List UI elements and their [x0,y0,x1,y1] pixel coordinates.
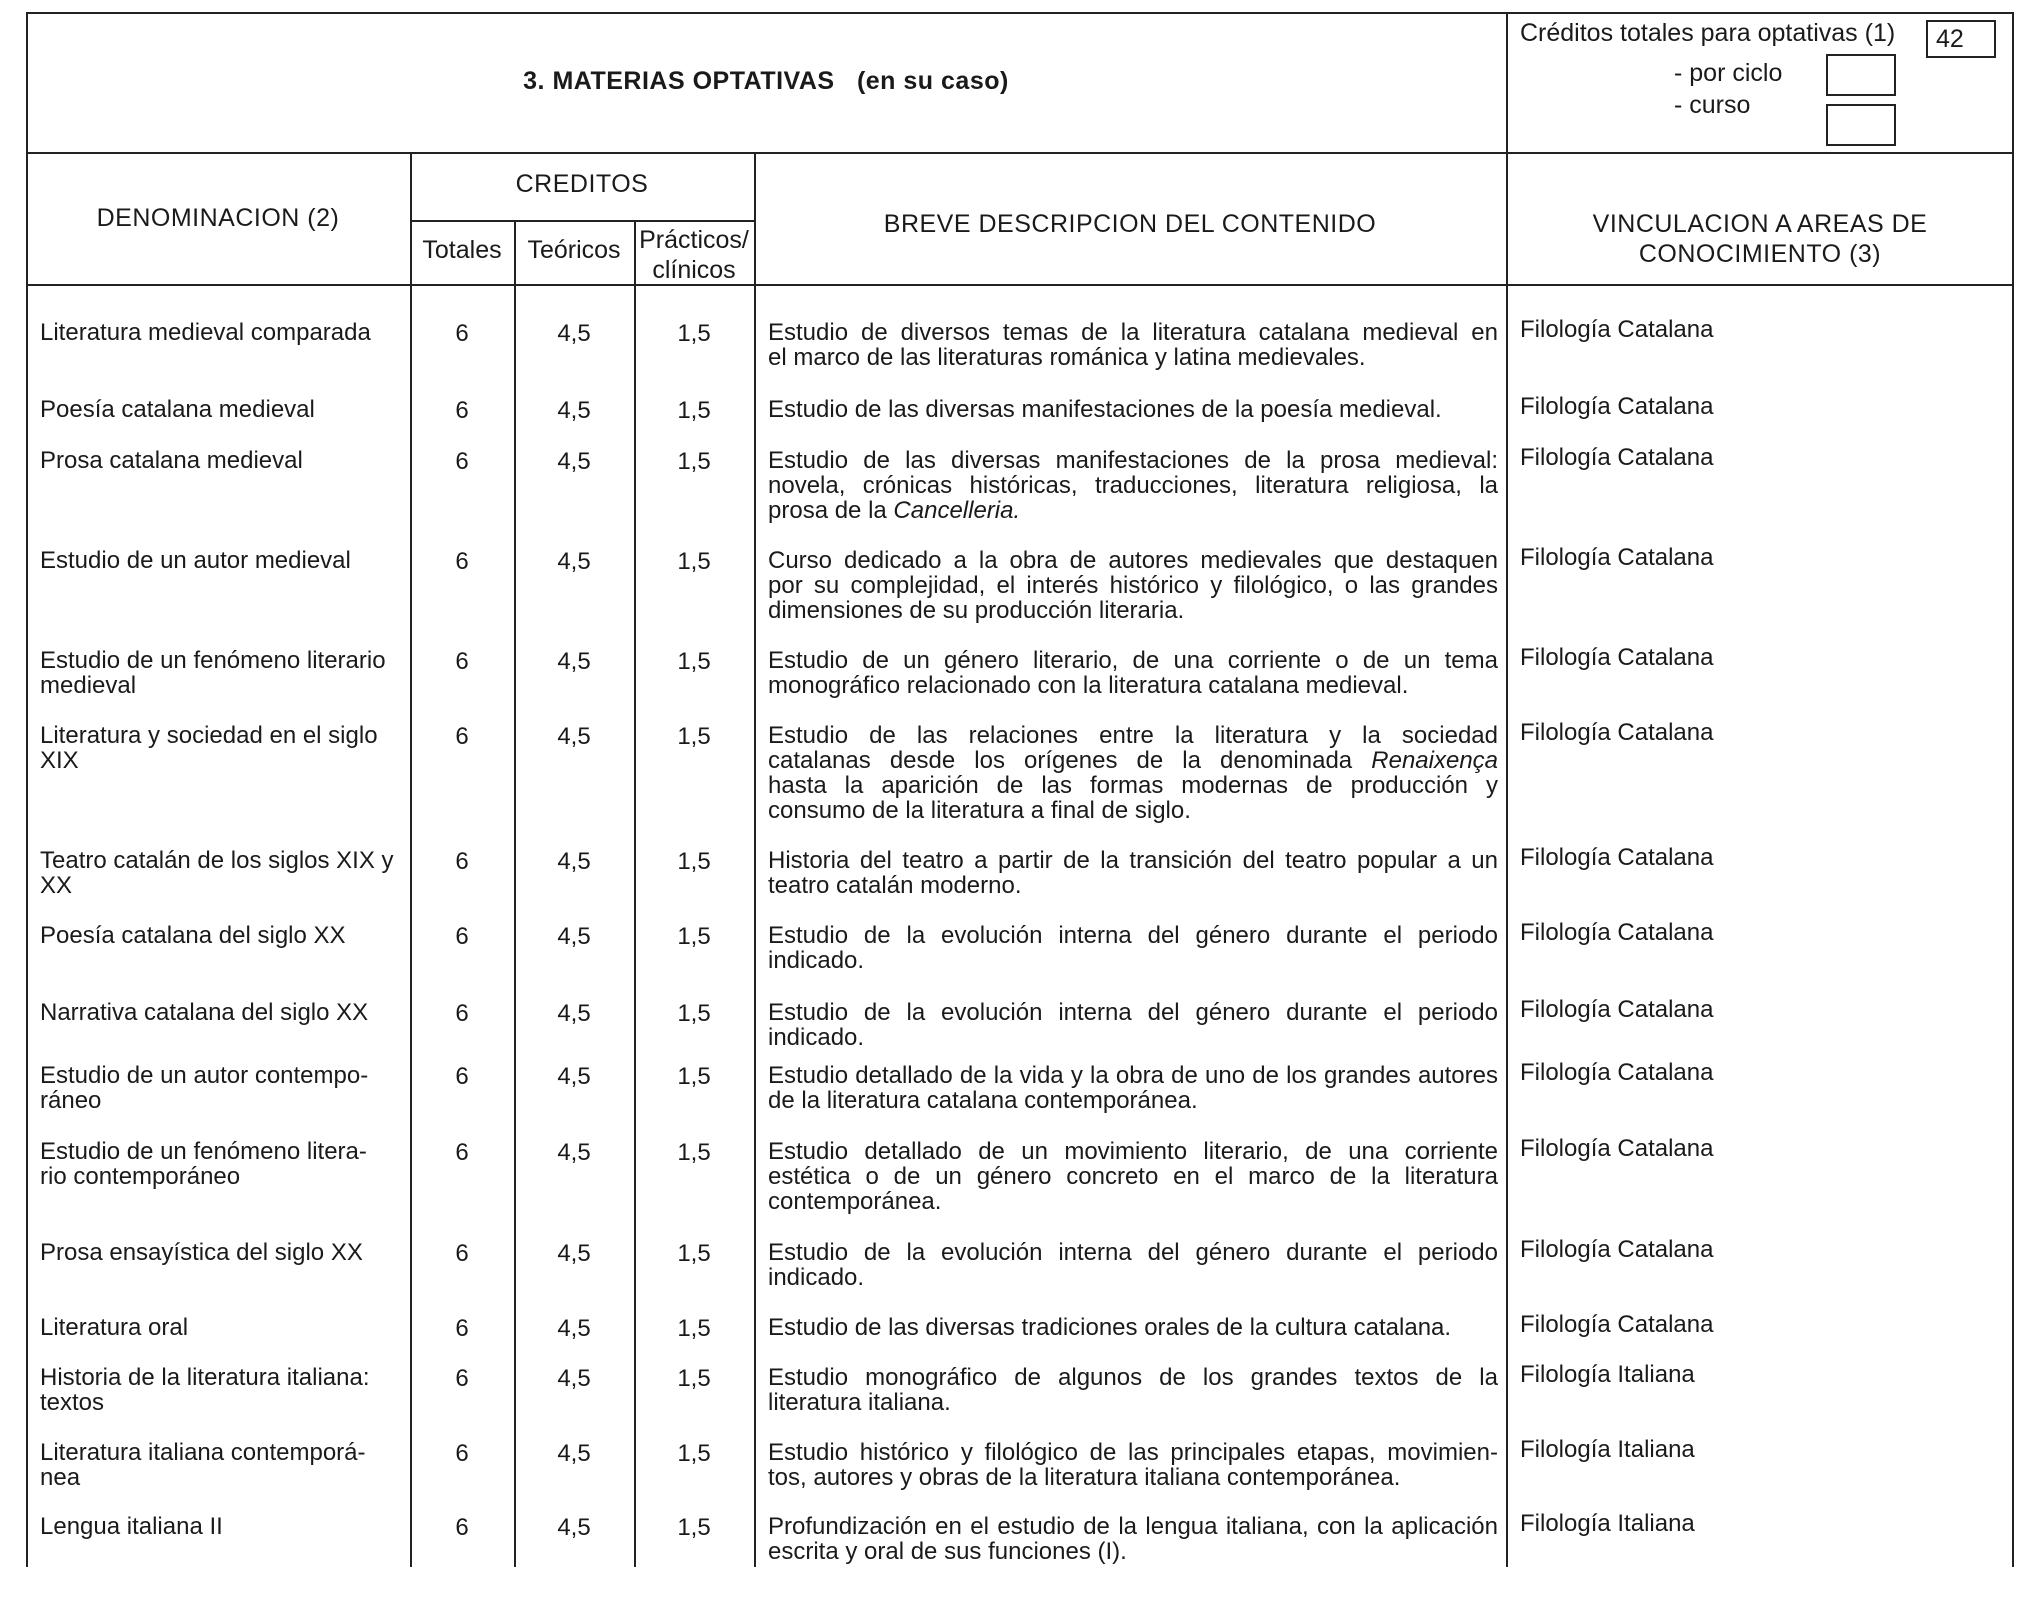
row-description-italic: Renaixença [1371,747,1499,774]
row-description-line [768,948,1498,973]
row-teoricos: 4,5 [557,397,591,424]
row-description [768,1000,1498,1050]
row-description-line [768,1514,1498,1539]
title-bottom-border [26,152,2014,154]
por-ciclo-label: - por ciclo [1674,59,1783,87]
section-title-suffix: (en su caso) [856,67,1009,95]
row-practicos: 1,5 [677,1440,711,1467]
row-description-line [768,648,1498,673]
row-practicos: 1,5 [677,1315,711,1342]
row-name [40,1240,406,1265]
row-totales: 6 [455,1139,469,1166]
row-description [768,548,1498,623]
row-name-line: textos [40,1389,105,1416]
row-name-line: medieval [40,672,137,699]
col-practicos-border [754,152,756,1567]
row-description-text: Estudio detallado de la vida y la obra de uno de los grandes autores [768,1062,1498,1089]
row-area: Filología Italiana [1520,1436,1695,1463]
row-description-line [768,1265,1498,1290]
row-name-line: Estudio de un autor medieval [40,547,351,574]
row-name [40,923,406,948]
row-name-line: Literatura medieval comparada [40,319,371,346]
row-description-text: novela, crónicas históricas, traducciones, literatura religiosa, la [768,472,1498,499]
row-practicos: 1,5 [677,320,711,347]
row-description [768,1514,1498,1564]
row-name-line: Literatura italiana contemporá- [40,1439,366,1466]
row-description-text: monográfico relacionado con la literatura catalana medieval. [768,672,1409,699]
row-description [768,397,1498,422]
row-description-line [768,723,1498,748]
row-name [40,320,406,345]
row-description-text: prosa de la [768,497,887,524]
row-description-text: escrita y oral de sus funciones (I). [768,1538,1127,1565]
row-description-line [768,673,1498,698]
row-name-line: Narrativa catalana del siglo XX [40,999,369,1026]
row-totales: 6 [455,1365,469,1392]
section-title-main: 3. MATERIAS OPTATIVAS [523,67,835,95]
row-description [768,1365,1498,1415]
row-description-text: Estudio detallado de un movimiento literario, de una corriente [768,1138,1498,1165]
row-practicos: 1,5 [677,397,711,424]
header-practicos-line1: Prácticos/ [639,226,749,254]
row-description-text: Profundización en el estudio de la lengua italiana, con la aplicación [768,1513,1498,1540]
row-description-text: Estudio de un género literario, de una corriente o de un tema [768,647,1498,674]
curso-box [1826,104,1896,146]
row-description-text: Estudio de la evolución interna del género durante el periodo [768,922,1498,949]
header-totales: Totales [422,236,502,264]
row-area: Filología Catalana [1520,1311,1714,1338]
row-name [40,548,406,573]
header-vinculacion-line1: VINCULACION A AREAS DE [1592,210,1928,238]
row-description-line [768,1539,1498,1564]
row-area: Filología Catalana [1520,844,1714,871]
row-description-line [768,397,1498,422]
row-description-text: Estudio monográfico de algunos de los grandes textos de la [768,1364,1498,1391]
row-area: Filología Catalana [1520,1236,1714,1263]
row-description-line [768,1025,1498,1050]
row-description-text: indicado. [768,947,865,974]
row-practicos: 1,5 [677,648,711,675]
row-area: Filología Catalana [1520,919,1714,946]
row-description-text: estética o de un género concreto en el marco de la literatura [768,1163,1498,1190]
row-description-text: Estudio de las diversas tradiciones orales de la cultura catalana. [768,1314,1452,1341]
row-teoricos: 4,5 [557,1063,591,1090]
row-description-text: dimensiones de su producción literaria. [768,597,1185,624]
row-description-text: Estudio de las diversas manifestaciones de la prosa medieval: [768,447,1498,474]
row-description-line [768,1139,1498,1164]
row-practicos: 1,5 [677,1063,711,1090]
row-teoricos: 4,5 [557,448,591,475]
row-description-line [768,1240,1498,1265]
row-description-line [768,1315,1498,1340]
row-totales: 6 [455,397,469,424]
row-name [40,723,406,773]
row-area: Filología Catalana [1520,393,1714,420]
row-totales: 6 [455,1063,469,1090]
row-name-line: Literatura y sociedad en el siglo [40,722,378,749]
row-description-text: tos, autores y obras de la literatura italiana contemporánea. [768,1464,1401,1491]
header-vinculacion-line2: CONOCIMIENTO (3) [1638,240,1882,268]
row-description-line [768,598,1498,623]
row-description-line [768,573,1498,598]
row-area: Filología Catalana [1520,644,1714,671]
row-description-text: catalanas desde los orígenes de la denominada [768,747,1353,774]
row-area: Filología Catalana [1520,444,1714,471]
row-description-line [768,798,1498,823]
row-name [40,848,406,898]
row-teoricos: 4,5 [557,648,591,675]
row-area: Filología Catalana [1520,996,1714,1023]
row-description-line [768,923,1498,948]
row-description-italic: Cancelleria. [893,497,1021,524]
row-name [40,1365,406,1415]
creditos-divider [410,220,754,222]
row-description-text: de la literatura catalana contemporánea. [768,1087,1198,1114]
row-teoricos: 4,5 [557,723,591,750]
row-teoricos: 4,5 [557,1139,591,1166]
row-totales: 6 [455,648,469,675]
row-area: Filología Catalana [1520,719,1714,746]
row-name [40,1139,406,1189]
header-bottom-border [26,284,2014,286]
row-totales: 6 [455,848,469,875]
row-description [768,723,1498,823]
row-teoricos: 4,5 [557,320,591,347]
row-name-line: XX [40,872,73,899]
row-totales: 6 [455,1000,469,1027]
row-name [40,1000,406,1025]
row-description [768,1240,1498,1290]
row-description-line [768,848,1498,873]
header-teoricos: Teóricos [527,236,621,264]
row-area: Filología Catalana [1520,316,1714,343]
row-description-text: por su complejidad, el interés histórico y filológico, o las grandes [768,572,1498,599]
por-ciclo-box [1826,54,1896,96]
row-description-text: Estudio de las diversas manifestaciones de la poesía medieval. [768,396,1442,423]
row-teoricos: 4,5 [557,1514,591,1541]
row-name-line: Estudio de un fenómeno literario [40,647,386,674]
row-description-line [768,748,1498,773]
row-name-line: ráneo [40,1087,102,1114]
row-name-line: Estudio de un fenómeno litera- [40,1138,367,1165]
row-description-text: Estudio de las relaciones entre la literatura y la sociedad [768,722,1498,749]
row-name [40,1063,406,1113]
row-teoricos: 4,5 [557,848,591,875]
row-name-line: XIX [40,747,79,774]
header-denominacion: DENOMINACION (2) [96,204,340,232]
row-teoricos: 4,5 [557,1240,591,1267]
row-teoricos: 4,5 [557,1315,591,1342]
row-name [40,648,406,698]
left-border [26,12,28,1567]
row-name [40,448,406,473]
row-description-line [768,1390,1498,1415]
row-name [40,397,406,422]
row-area: Filología Italiana [1520,1361,1695,1388]
row-practicos: 1,5 [677,1000,711,1027]
row-description [768,848,1498,898]
row-description-line [768,1365,1498,1390]
row-area: Filología Catalana [1520,1059,1714,1086]
row-teoricos: 4,5 [557,548,591,575]
row-description [768,1139,1498,1214]
row-description-text: el marco de las literaturas románica y latina medievales. [768,344,1366,371]
row-name-line: Historia de la literatura italiana: [40,1364,370,1391]
row-name-line: Estudio de un autor contempo- [40,1062,369,1089]
row-description [768,1440,1498,1490]
row-totales: 6 [455,1315,469,1342]
row-name-line: Poesía catalana del siglo XX [40,922,346,949]
row-area: Filología Catalana [1520,544,1714,571]
row-teoricos: 4,5 [557,1000,591,1027]
row-description-text: Estudio de diversos temas de la literatura catalana medieval en [768,319,1498,346]
row-description-text: contemporánea. [768,1188,942,1215]
row-description-line [768,498,1498,523]
row-description-text: consumo de la literatura a final de siglo. [768,797,1191,824]
credits-total-box [1926,20,1996,58]
row-name-line: Literatura oral [40,1314,189,1341]
row-description-text: Historia del teatro a partir de la transición del teatro popular a un [768,847,1498,874]
header-creditos: CREDITOS [515,170,649,198]
row-teoricos: 4,5 [557,1440,591,1467]
top-border [26,12,2014,14]
row-practicos: 1,5 [677,548,711,575]
row-totales: 6 [455,1240,469,1267]
row-practicos: 1,5 [677,923,711,950]
row-description-text: Estudio de la evolución interna del género durante el periodo [768,999,1498,1026]
row-description-text: indicado. [768,1264,865,1291]
document-frame [26,12,2014,1567]
row-teoricos: 4,5 [557,1365,591,1392]
row-description-text: literatura italiana. [768,1389,951,1416]
row-description [768,1063,1498,1113]
row-description-line [768,873,1498,898]
row-description-line [768,1465,1498,1490]
row-description-text: indicado. [768,1024,865,1051]
section-title [26,67,1506,96]
row-totales: 6 [455,320,469,347]
row-totales: 6 [455,1440,469,1467]
row-description [768,320,1498,370]
row-description-text: teatro catalán moderno. [768,872,1022,899]
row-description-line [768,1189,1498,1214]
row-practicos: 1,5 [677,723,711,750]
row-description [768,1315,1498,1340]
row-totales: 6 [455,448,469,475]
row-description-text: Curso dedicado a la obra de autores medievales que destaquen [768,547,1498,574]
row-name-line: Lengua italiana II [40,1513,223,1540]
row-description-line [768,1164,1498,1189]
row-description-line [768,320,1498,345]
row-description-text: Estudio histórico y filológico de las principales etapas, movimien- [768,1439,1498,1466]
row-practicos: 1,5 [677,448,711,475]
row-area: Filología Catalana [1520,1135,1714,1162]
row-description-line [768,345,1498,370]
row-name-line: Teatro catalán de los siglos XIX y [40,847,394,874]
row-description-text: Estudio de la evolución interna del género durante el periodo [768,1239,1498,1266]
row-description-line [768,548,1498,573]
row-description-line [768,1000,1498,1025]
row-name [40,1315,406,1340]
row-totales: 6 [455,723,469,750]
row-description [768,923,1498,973]
row-totales: 6 [455,548,469,575]
row-name-line: Prosa catalana medieval [40,447,303,474]
row-area: Filología Italiana [1520,1510,1695,1537]
header-descripcion: BREVE DESCRIPCION DEL CONTENIDO [883,210,1377,238]
row-description-line [768,473,1498,498]
curso-label: - curso [1674,91,1751,119]
row-totales: 6 [455,1514,469,1541]
credits-total-value: 42 [1936,25,1964,53]
row-totales: 6 [455,923,469,950]
row-description-line [768,1440,1498,1465]
row-name [40,1514,406,1539]
row-description-line [768,448,1498,473]
row-name-line: Prosa ensayística del siglo XX [40,1239,363,1266]
row-description-text: hasta la aparición de las formas modernas de producción y [768,772,1498,799]
row-description [768,448,1498,523]
row-description [768,648,1498,698]
row-practicos: 1,5 [677,1139,711,1166]
row-practicos: 1,5 [677,1365,711,1392]
row-name-line: rio contemporáneo [40,1163,241,1190]
row-practicos: 1,5 [677,1514,711,1541]
credits-total-label: Créditos totales para optativas (1) [1520,19,1896,47]
row-description-line [768,773,1498,798]
row-name-line: nea [40,1464,81,1491]
row-name [40,1440,406,1490]
row-description-line [768,1088,1498,1113]
row-practicos: 1,5 [677,848,711,875]
row-description-line [768,1063,1498,1088]
row-name-line: Poesía catalana medieval [40,396,315,423]
header-practicos-line2: clínicos [652,256,736,284]
row-practicos: 1,5 [677,1240,711,1267]
row-teoricos: 4,5 [557,923,591,950]
